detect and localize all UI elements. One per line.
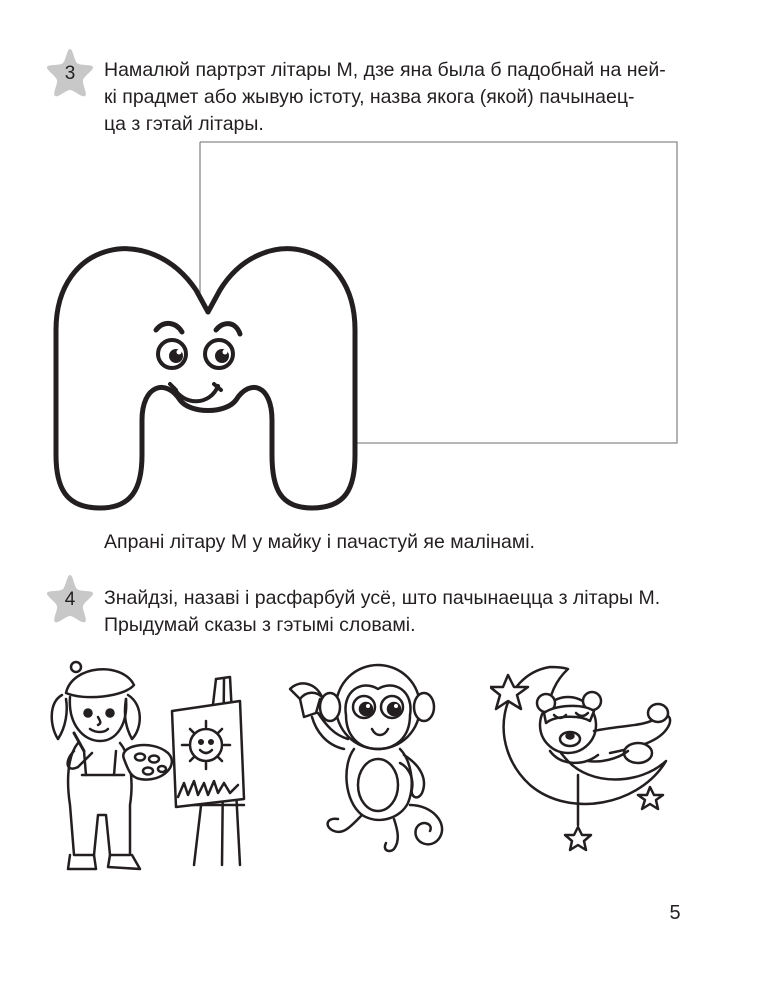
task-3-line-1: Намалюй партрэт літары М, дзе яна была б падобнай на ней-	[104, 59, 666, 81]
bear-on-moon-icon	[490, 655, 690, 865]
task-3-number: 3	[64, 62, 76, 84]
task-4-line-2: Прыдумай сказы з гэтымі словамі.	[104, 614, 416, 636]
girl-painter-icon	[44, 655, 274, 885]
letter-m-character-icon	[56, 249, 355, 508]
task-4-badge	[44, 572, 96, 624]
task-4-text	[104, 585, 694, 639]
task-3-instruction	[104, 529, 694, 556]
monkey-icon	[282, 655, 482, 855]
task-4-number: 4	[64, 588, 76, 610]
task-3-line-3: ца з гэтай літары.	[104, 113, 264, 135]
page-number: 5	[669, 902, 681, 924]
task-3-instruction-line: Апрані літару М у майку і пачастуй яе малінамі.	[104, 531, 535, 553]
task-3-line-2: кі прадмет або жывую істоту, назва якога (якой) пачынаец-	[104, 86, 635, 108]
task-4-line-1: Знайдзі, назаві і расфарбуй усё, што пачынаецца з літары М.	[104, 587, 661, 609]
